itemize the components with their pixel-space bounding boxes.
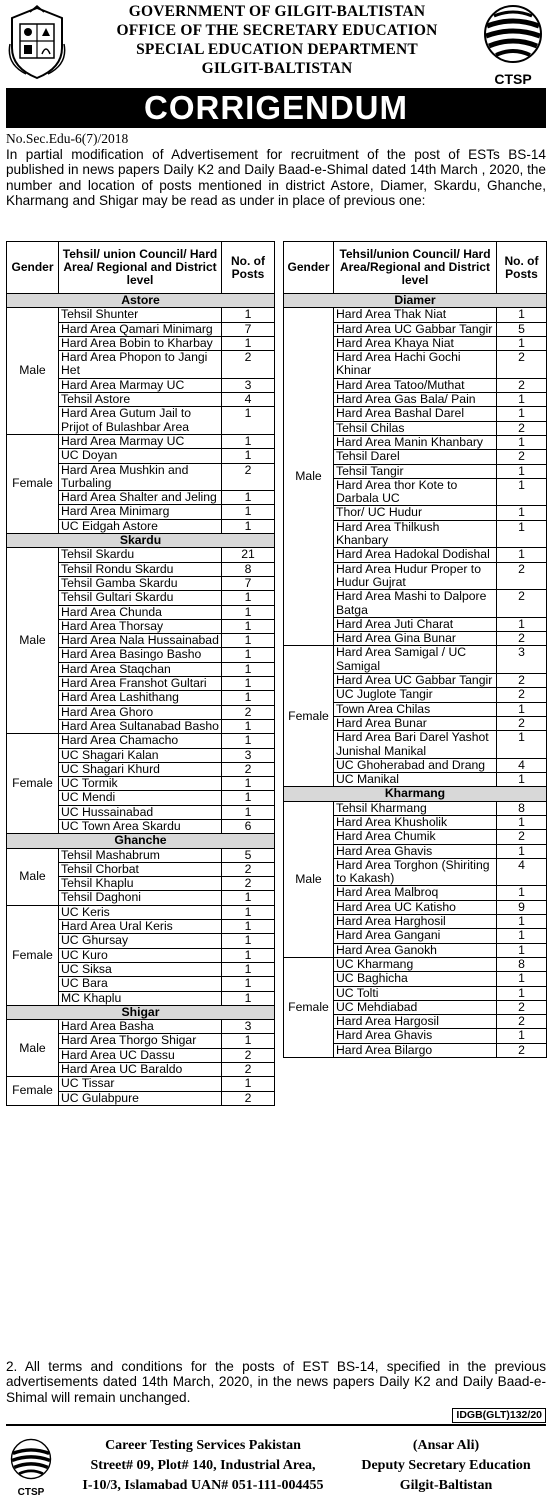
posts-header: No. of Posts: [222, 242, 275, 294]
table-row: [7, 905, 275, 919]
posts-cell: 2: [222, 351, 275, 379]
gender-cell: Male: [284, 801, 334, 957]
posts-cell: 1: [497, 731, 547, 759]
district-heading: Diamer: [284, 294, 547, 308]
location-cell: Hard Area Hudur Proper to Hudur Gujrat: [334, 562, 497, 590]
posts-cell: 1: [222, 948, 275, 962]
location-cell: Hard Area Mushkin and Turbaling: [59, 463, 222, 491]
header-line: SPECIAL EDUCATION DEPARTMENT: [136, 41, 418, 58]
location-cell: Hard Area Khusholik: [334, 815, 497, 829]
location-cell: Hard Area Thak Niat: [334, 308, 497, 322]
posts-cell: 1: [497, 617, 547, 631]
posts-cell: 1: [222, 308, 275, 322]
footer-ctsp-logo: [8, 1436, 54, 1504]
posts-cell: 1: [497, 702, 547, 716]
posts-cell: 1: [222, 677, 275, 691]
posts-cell: 1: [222, 691, 275, 705]
posts-cell: 1: [497, 435, 547, 449]
location-cell: UC Tolti: [334, 986, 497, 1000]
location-cell: UC Shagari Kalan: [59, 748, 222, 762]
location-cell: Hard Area Khaya Niat: [334, 336, 497, 350]
location-cell: Hard Area Gangani: [334, 929, 497, 943]
posts-cell: 1: [222, 434, 275, 448]
posts-cell: 1: [497, 815, 547, 829]
globe-icon: [480, 2, 546, 66]
posts-table-left: [6, 241, 275, 1106]
signatory-line: Deputy Secretary Education: [361, 1458, 531, 1473]
location-cell: Hard Area Ghavis: [334, 1029, 497, 1043]
table-row: [7, 308, 275, 322]
posts-cell: 1: [497, 972, 547, 986]
posts-cell: 1: [222, 719, 275, 733]
location-cell: Hard Area UC Baraldo: [59, 1063, 222, 1077]
posts-cell: 3: [222, 1020, 275, 1034]
gender-cell: Female: [7, 434, 59, 533]
location-cell: Hard Area Malbroq: [334, 886, 497, 900]
posts-cell: 2: [497, 1000, 547, 1014]
posts-cell: 2: [497, 830, 547, 844]
table-row: [284, 957, 547, 971]
location-cell: Hard Area UC Dassu: [59, 1048, 222, 1062]
location-cell: Hard Area Hargosil: [334, 1015, 497, 1029]
location-cell: Tehsil Chorbat: [59, 862, 222, 876]
signatory-line: (Ansar Ali): [412, 1438, 480, 1453]
posts-cell: 1: [497, 773, 547, 787]
location-cell: Tehsil Darel: [334, 450, 497, 464]
location-cell: UC Hussainabad: [59, 805, 222, 819]
gender-cell: Female: [284, 957, 334, 1057]
location-cell: Tehsil Astore: [59, 393, 222, 407]
posts-cell: 1: [222, 920, 275, 934]
location-cell: UC Keris: [59, 905, 222, 919]
location-cell: Hard Area Thorgo Shigar: [59, 1034, 222, 1048]
location-cell: Hard Area Ghavis: [334, 844, 497, 858]
location-cell: Hard Area Juti Charat: [334, 617, 497, 631]
gender-cell: Female: [7, 734, 59, 834]
posts-cell: 2: [222, 1048, 275, 1062]
posts-cell: 1: [497, 336, 547, 350]
location-cell: Tehsil Shunter: [59, 308, 222, 322]
district-heading: Ghanche: [7, 834, 275, 848]
location-cell: Hard Area Sultanabad Basho: [59, 719, 222, 733]
posts-cell: 1: [497, 929, 547, 943]
table-row: [7, 434, 275, 448]
posts-cell: 2: [222, 862, 275, 876]
location-cell: Hard Area Thorsay: [59, 619, 222, 633]
district-heading: Skardu: [7, 534, 275, 548]
location-cell: Hard Area Chamacho: [59, 734, 222, 748]
location-cell: Tehsil Tangir: [334, 464, 497, 478]
location-cell: UC Manikal: [334, 773, 497, 787]
posts-cell: 2: [222, 705, 275, 719]
tehsil-header: Tehsil/ union Council/ Hard Area/ Regional and District level: [59, 242, 222, 294]
location-cell: UC Doyan: [59, 449, 222, 463]
location-cell: Hard Area Thilkush Khanbary: [334, 520, 497, 548]
id-code: IDGB(GLT)132/20: [452, 1408, 546, 1423]
location-cell: UC Mehdiabad: [334, 1000, 497, 1014]
ctsp-logo-text: CTSP: [494, 71, 532, 87]
reference-number: No.Sec.Edu-6(7)/2018: [6, 131, 129, 146]
location-cell: Hard Area Qamari Minimarg: [59, 322, 222, 336]
location-cell: Hard Area Manin Khanbary: [334, 435, 497, 449]
location-cell: Hard Area Bilargo: [334, 1043, 497, 1057]
location-cell: UC Tissar: [59, 1077, 222, 1091]
header-line: GILGIT-BALTISTAN: [201, 60, 353, 77]
posts-cell: 7: [222, 322, 275, 336]
location-cell: UC Tormik: [59, 777, 222, 791]
location-cell: Hard Area Hachi Gochi Khinar: [334, 351, 497, 379]
posts-cell: 5: [497, 322, 547, 336]
gender-cell: Male: [284, 308, 334, 646]
location-cell: UC Juglote Tangir: [334, 688, 497, 702]
posts-cell: 1: [497, 506, 547, 520]
posts-cell: 2: [222, 463, 275, 491]
location-cell: Hard Area Ganokh: [334, 943, 497, 957]
location-cell: UC Mendi: [59, 791, 222, 805]
gender-cell: Male: [7, 548, 59, 734]
gender-header: Gender: [284, 242, 334, 294]
location-cell: Hard Area Lashithang: [59, 691, 222, 705]
gender-cell: Female: [7, 1077, 59, 1106]
table-row: [7, 848, 275, 862]
posts-cell: 1: [222, 619, 275, 633]
posts-header: No. of Posts: [497, 242, 547, 294]
location-cell: Hard Area Phopon to Jangi Het: [59, 351, 222, 379]
location-cell: Hard Area Gutum Jail to Prijot of Bulashbar Area: [59, 407, 222, 435]
posts-cell: 1: [222, 648, 275, 662]
location-cell: Hard Area Ghoro: [59, 705, 222, 719]
posts-cell: 1: [222, 934, 275, 948]
location-cell: UC Ghursay: [59, 934, 222, 948]
location-cell: Hard Area Shalter and Jeling: [59, 491, 222, 505]
address-line: I-10/3, Islamabad UAN# 051-111-004455: [82, 1478, 324, 1493]
location-cell: Tehsil Khaplu: [59, 877, 222, 891]
location-cell: Hard Area Chumik: [334, 830, 497, 844]
location-cell: Hard Area Bashal Darel: [334, 407, 497, 421]
posts-cell: 2: [497, 351, 547, 379]
table-row: [7, 734, 275, 748]
posts-cell: 1: [497, 308, 547, 322]
posts-cell: 2: [222, 877, 275, 891]
location-cell: Hard Area Harghosil: [334, 915, 497, 929]
posts-cell: 5: [222, 848, 275, 862]
posts-cell: 1: [222, 791, 275, 805]
posts-cell: 2: [497, 716, 547, 730]
table-row: [284, 801, 547, 815]
posts-cell: 4: [497, 758, 547, 772]
location-cell: UC Eidgah Astore: [59, 519, 222, 533]
tehsil-header: Tehsil/union Council/ Hard Area/Regional and District level: [334, 242, 497, 294]
gender-cell: Female: [7, 905, 59, 1005]
posts-cell: 1: [497, 986, 547, 1000]
posts-cell: 2: [497, 1043, 547, 1057]
posts-cell: 1: [222, 905, 275, 919]
posts-cell: 1: [497, 548, 547, 562]
gender-cell: Male: [7, 1020, 59, 1077]
location-cell: Hard Area Gina Bunar: [334, 632, 497, 646]
posts-cell: 1: [497, 393, 547, 407]
posts-cell: 1: [222, 991, 275, 1005]
table-row: [7, 1077, 275, 1091]
posts-cell: 1: [222, 734, 275, 748]
posts-cell: 1: [497, 1029, 547, 1043]
posts-cell: 1: [497, 464, 547, 478]
location-cell: Tehsil Daghoni: [59, 891, 222, 905]
location-cell: Hard Area UC Gabbar Tangir: [334, 322, 497, 336]
posts-cell: 7: [222, 576, 275, 590]
location-cell: Tehsil Skardu: [59, 548, 222, 562]
location-cell: UC Kharmang: [334, 957, 497, 971]
posts-cell: 1: [222, 336, 275, 350]
location-cell: Tehsil Gultari Skardu: [59, 591, 222, 605]
location-cell: UC Gulabpure: [59, 1091, 222, 1105]
location-cell: UC Kuro: [59, 948, 222, 962]
posts-cell: 1: [222, 591, 275, 605]
district-heading: Kharmang: [284, 787, 547, 801]
location-cell: Hard Area Basingo Basho: [59, 648, 222, 662]
location-cell: Hard Area Chunda: [59, 605, 222, 619]
posts-cell: 1: [222, 977, 275, 991]
location-cell: UC Shagari Khurd: [59, 762, 222, 776]
posts-cell: 1: [222, 1077, 275, 1091]
gilgit-baltistan-emblem-icon: [6, 4, 68, 80]
location-cell: Thor/ UC Hudur: [334, 506, 497, 520]
gender-cell: Male: [7, 848, 59, 905]
gender-cell: Male: [7, 308, 59, 435]
location-cell: Hard Area Franshot Gultari: [59, 677, 222, 691]
location-cell: UC Bara: [59, 977, 222, 991]
posts-cell: 3: [222, 378, 275, 392]
location-cell: Tehsil Kharmang: [334, 801, 497, 815]
posts-cell: 1: [497, 886, 547, 900]
posts-cell: 2: [222, 1063, 275, 1077]
posts-cell: 6: [222, 819, 275, 833]
location-cell: Hard Area thor Kote to Darbala UC: [334, 478, 497, 506]
district-heading: Shigar: [7, 1005, 275, 1019]
posts-cell: 2: [497, 590, 547, 618]
header-line: GOVERNMENT OF GILGIT-BALTISTAN: [128, 3, 426, 20]
signatory: [346, 1436, 546, 1496]
posts-cell: 2: [497, 562, 547, 590]
location-cell: Town Area Chilas: [334, 702, 497, 716]
posts-cell: 3: [222, 748, 275, 762]
ctsp-logo: [480, 2, 546, 87]
posts-cell: 2: [497, 688, 547, 702]
posts-cell: 2: [497, 450, 547, 464]
location-cell: UC Baghicha: [334, 972, 497, 986]
posts-cell: 1: [497, 844, 547, 858]
location-cell: Hard Area Staqchan: [59, 662, 222, 676]
posts-cell: 2: [497, 674, 547, 688]
location-cell: Hard Area Torghon (Shiriting to Kakash): [334, 858, 497, 886]
posts-table-right: [283, 241, 547, 1058]
location-cell: Hard Area UC Katisho: [334, 900, 497, 914]
posts-cell: 1: [222, 491, 275, 505]
district-heading: Astore: [7, 294, 275, 308]
globe-icon: [8, 1436, 54, 1482]
table-row: [284, 308, 547, 322]
posts-cell: 2: [497, 421, 547, 435]
posts-cell: 1: [497, 478, 547, 506]
location-cell: Hard Area Minimarg: [59, 505, 222, 519]
posts-cell: 2: [222, 1091, 275, 1105]
location-cell: Hard Area Basha: [59, 1020, 222, 1034]
header: [0, 0, 552, 90]
posts-cell: 1: [222, 805, 275, 819]
location-cell: Hard Area Tatoo/Muthat: [334, 378, 497, 392]
location-cell: Hard Area Bari Darel Yashot Junishal Manikal: [334, 731, 497, 759]
location-cell: Hard Area Hadokal Dodishal: [334, 548, 497, 562]
posts-cell: 9: [497, 900, 547, 914]
posts-cell: 2: [497, 378, 547, 392]
terms-note: 2. All terms and conditions for the posts of EST BS-14, specified in the previous advertisements dated 14th March, 2020, in the news papers Daily K2 and Daily Baad-e-Shimal will remain unchanged.: [6, 1359, 546, 1405]
posts-cell: 1: [222, 662, 275, 676]
posts-cell: 1: [222, 1034, 275, 1048]
posts-cell: 2: [222, 762, 275, 776]
footer-logo-text: CTSP: [17, 1487, 45, 1498]
header-title: [72, 2, 482, 78]
posts-cell: 8: [497, 957, 547, 971]
posts-cell: 1: [497, 943, 547, 957]
location-cell: UC Ghoherabad and Drang: [334, 758, 497, 772]
location-cell: Tehsil Gamba Skardu: [59, 576, 222, 590]
location-cell: Hard Area Marmay UC: [59, 434, 222, 448]
header-line: OFFICE OF THE SECRETARY EDUCATION: [116, 22, 438, 39]
location-cell: MC Khaplu: [59, 991, 222, 1005]
posts-cell: 1: [222, 962, 275, 976]
posts-cell: 1: [497, 407, 547, 421]
intro-paragraph: In partial modification of Advertisement for recruitment of the post of ESTs BS-14 published in news papers Daily K2 and Daily Baad-e-Shimal dated 14th March , 2020, the number and location of posts mentioned in district Astore, Diamer, Skardu, Ghanche, Kharmang and Shigar may be read as under in place of previous one:: [6, 147, 546, 208]
location-cell: Tehsil Rondu Skardu: [59, 562, 222, 576]
signatory-line: Gilgit-Baltistan: [399, 1478, 493, 1493]
gender-cell: Female: [284, 646, 334, 787]
posts-cell: 8: [497, 801, 547, 815]
table-row: [7, 1020, 275, 1034]
posts-cell: 1: [222, 505, 275, 519]
posts-cell: 1: [222, 634, 275, 648]
table-row: [284, 646, 547, 674]
posts-cell: 2: [497, 1015, 547, 1029]
table-row: [7, 548, 275, 562]
location-cell: Hard Area Marmay UC: [59, 378, 222, 392]
location-cell: Hard Area Ural Keris: [59, 920, 222, 934]
posts-cell: 4: [497, 858, 547, 886]
posts-cell: 1: [497, 915, 547, 929]
location-cell: Hard Area Bunar: [334, 716, 497, 730]
posts-cell: 1: [222, 449, 275, 463]
posts-cell: 8: [222, 562, 275, 576]
location-cell: Hard Area Nala Hussainabad: [59, 634, 222, 648]
location-cell: UC Town Area Skardu: [59, 819, 222, 833]
ctsp-address: [62, 1436, 344, 1496]
location-cell: Tehsil Mashabrum: [59, 848, 222, 862]
location-cell: Hard Area Gas Bala/ Pain: [334, 393, 497, 407]
posts-cell: 2: [497, 632, 547, 646]
posts-cell: 4: [222, 393, 275, 407]
address-line: Street# 09, Plot# 140, Industrial Area,: [90, 1458, 316, 1473]
posts-cell: 1: [222, 519, 275, 533]
posts-cell: 1: [497, 520, 547, 548]
footer: [6, 1424, 546, 1510]
posts-cell: 21: [222, 548, 275, 562]
location-cell: Hard Area Samigal / UC Samigal: [334, 646, 497, 674]
posts-cell: 1: [222, 605, 275, 619]
location-cell: UC Siksa: [59, 962, 222, 976]
corrigendum-banner: CORRIGENDUM: [6, 88, 546, 128]
posts-cell: 3: [497, 646, 547, 674]
location-cell: Hard Area Bobin to Kharbay: [59, 336, 222, 350]
posts-cell: 1: [222, 407, 275, 435]
location-cell: Hard Area Mashi to Dalpore Batga: [334, 590, 497, 618]
location-cell: Hard Area UC Gabbar Tangir: [334, 674, 497, 688]
location-cell: Tehsil Chilas: [334, 421, 497, 435]
address-line: Career Testing Services Pakistan: [105, 1438, 301, 1453]
posts-cell: 1: [222, 777, 275, 791]
gender-header: Gender: [7, 242, 59, 294]
posts-cell: 1: [222, 891, 275, 905]
